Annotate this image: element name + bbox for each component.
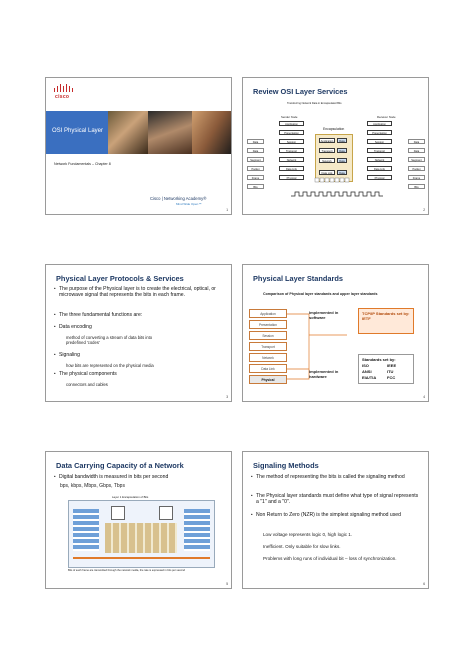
- receiver-layer: Transport: [367, 148, 392, 153]
- pdu-label: Bits: [408, 184, 425, 189]
- pdu-label: Data: [408, 148, 425, 153]
- page-number: 2: [423, 208, 425, 212]
- media-line: [73, 557, 210, 559]
- sub-item: method of converting a stream of data bits into predefined 'codes': [66, 335, 153, 345]
- slide-physical-protocols[interactable]: [45, 264, 232, 402]
- tcpip-standards-text: TCP/IP Standards set by: IETF: [362, 311, 410, 321]
- bullet-item: • Signaling: [54, 352, 80, 358]
- sub-item: Low voltage represents logic 0, high logic 1.: [263, 532, 353, 537]
- bitstream-graphic: [105, 523, 177, 553]
- receiver-layer: Data Link: [367, 166, 392, 171]
- sub-item: Inefficient. Only suitable for slow links.: [263, 544, 341, 549]
- standard-org: ISO: [362, 363, 369, 368]
- sub-item: Problems with long runs of individual bit – loss of synchronization.: [263, 556, 397, 561]
- sender-layer: Presentation: [279, 130, 304, 135]
- sub-item: connectors and cables: [66, 382, 108, 387]
- page-number: 5: [226, 582, 228, 586]
- impl-hardware-label: Implemented in hardware: [309, 369, 339, 379]
- slide-physical-standards[interactable]: [242, 264, 429, 402]
- osi-layer-box: Transport: [249, 342, 287, 351]
- chapter-subtitle: Network Fundamentals – Chapter 8: [54, 162, 111, 166]
- slide-title: Review OSI Layer Services: [253, 87, 348, 96]
- encap-data: Data: [337, 148, 347, 153]
- encap-data: Data: [337, 158, 347, 163]
- diagram-caption: Bits of each frame are transmitted through the network media, the rate is expressed in bits per second: [68, 569, 185, 572]
- page-number: 4: [423, 395, 425, 399]
- bullet-item: • The purpose of the Physical layer is to create the electrical, optical, or microwave signal that represents the bits in each frame.: [54, 286, 216, 299]
- tcpip-standards-box: [358, 308, 414, 334]
- encapsulation-label: Encapsulation: [323, 127, 345, 131]
- bullet-item: • Non Return to Zero (NZR) is the simplest signaling method used: [251, 512, 401, 518]
- diagram-caption: Transferring Network Data in Encapsulated Bits: [287, 102, 342, 105]
- slide-title: Signaling Methods: [253, 461, 319, 470]
- bullet-item: • The three fundamental functions are:: [54, 312, 143, 318]
- osi-layer-box: Data Link: [249, 364, 287, 373]
- pdu-label: Data: [247, 148, 264, 153]
- standard-org: FCC: [387, 375, 396, 380]
- encap-header: Application: [320, 140, 334, 143]
- pdu-label: Packet: [247, 166, 264, 171]
- standard-org: IEEE: [387, 363, 397, 368]
- sender-layer: Transport: [279, 148, 304, 153]
- academy-tagline: Mind Wide Open™: [176, 202, 202, 206]
- encapsulation-diagram: [68, 500, 215, 568]
- osi-layer-box: Presentation: [249, 320, 287, 329]
- pdu-label: Frame: [408, 175, 425, 180]
- sender-stack-graphic: [73, 509, 99, 551]
- osi-layer-box-physical: Physical: [249, 375, 287, 384]
- receiver-label: Receiver Node: [377, 115, 396, 119]
- pdu-label: Packet: [408, 166, 425, 171]
- osi-layer-box: Network: [249, 353, 287, 362]
- bullet-item: • Data encoding: [54, 324, 92, 330]
- sender-layer: Physical: [279, 175, 304, 180]
- standard-org: ANSI: [362, 369, 372, 374]
- sender-layer: Data Link: [279, 166, 304, 171]
- pdu-label: Data: [247, 139, 264, 144]
- pdu-label: Segment: [408, 157, 425, 162]
- sender-layer: Application: [279, 121, 304, 126]
- slide-title[interactable]: [45, 77, 232, 215]
- pdu-label: Segment: [247, 157, 264, 162]
- title-banner: [46, 111, 232, 154]
- encap-header: Network: [319, 158, 335, 163]
- pdu-label: Bits: [247, 184, 264, 189]
- receiver-layer: Network: [367, 157, 392, 162]
- encap-data: Data: [337, 170, 347, 175]
- physical-standards-box: [358, 354, 414, 384]
- pdu-label: Frame: [247, 175, 264, 180]
- academy-logo-text: Cisco | Networking Academy®: [150, 196, 207, 201]
- standards-title: Standards set by:: [362, 357, 396, 362]
- diagram-title: Layer 1 Encapsulation of Bits: [112, 495, 149, 499]
- page-number: 3: [226, 395, 228, 399]
- slide-data-capacity[interactable]: [45, 451, 232, 589]
- encap-header: Transport: [319, 148, 335, 153]
- page-number: 6: [423, 582, 425, 586]
- standard-org: EIA/TIA: [362, 375, 377, 380]
- cisco-brand: cisco: [55, 94, 70, 100]
- sender-label: Sender Node: [281, 115, 298, 119]
- signal-waveform-icon: [291, 190, 383, 198]
- bullet-item: • The physical components: [54, 371, 117, 377]
- slide-title: Data Carrying Capacity of a Network: [56, 461, 184, 470]
- bullet-item: • The Physical layer standards must define what type of signal represents a "1" and a "0".: [251, 493, 419, 506]
- receiver-stack-graphic: [184, 509, 210, 551]
- receiver-layer: Physical: [367, 175, 392, 180]
- bit-stream-icon: [313, 177, 355, 183]
- bullet-item: • The method of representing the bits is called the signaling method: [251, 474, 405, 480]
- slide-signaling-methods[interactable]: [242, 451, 429, 589]
- slide-title: Physical Layer Protocols & Services: [56, 274, 184, 283]
- osi-layer-box: Application: [249, 309, 287, 318]
- sender-layer: Network: [279, 157, 304, 162]
- router-icon: [111, 506, 125, 520]
- comparison-heading: Comparison of Physical layer standards and upper layer standards: [263, 292, 378, 296]
- cisco-logo-icon: [53, 84, 73, 93]
- bullet-item: • Digital bandwidth is measured in bits per second: [54, 474, 169, 480]
- receiver-layer: Presentation: [367, 130, 392, 135]
- sub-item: how bits are represented on the physical media: [66, 363, 154, 368]
- encap-data: Data: [337, 138, 347, 143]
- router-icon: [159, 506, 173, 520]
- pdu-label: Data: [408, 139, 425, 144]
- sender-layer: Session: [279, 139, 304, 144]
- slide-title: Physical Layer Standards: [253, 274, 343, 283]
- slide-osi-review[interactable]: [242, 77, 429, 215]
- receiver-layer: Session: [367, 139, 392, 144]
- slide-title-text: OSI Physical Layer: [52, 128, 104, 134]
- sub-item: bps, kbps, Mbps, Gbps, Tbps: [60, 483, 125, 489]
- standard-org: ITU: [387, 369, 394, 374]
- encap-header: Data Link: [319, 170, 335, 175]
- impl-software-label: Implemented in software: [309, 310, 339, 320]
- page-number: 1: [226, 208, 228, 212]
- receiver-layer: Application: [367, 121, 392, 126]
- osi-layer-box: Session: [249, 331, 287, 340]
